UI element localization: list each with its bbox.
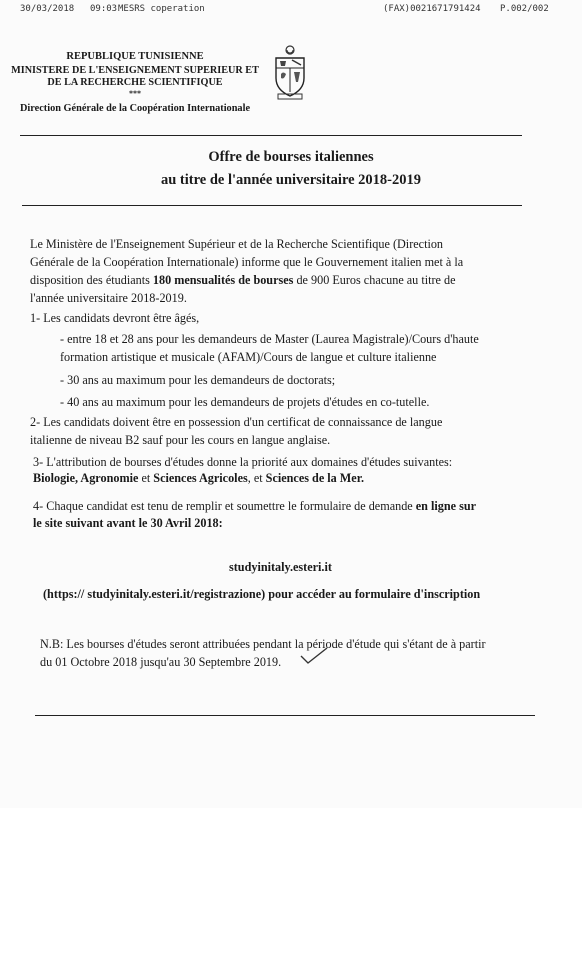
title-divider [22,205,522,206]
nb-line2: du 01 Octobre 2018 jusqu'au 30 Septembre 2019. [40,655,282,669]
fax-page: P.002/002 [500,4,549,14]
title-line1: Offre de bourses italiennes [208,149,374,165]
checkmark-icon [299,646,329,666]
item1-label: 1- Les candidats devront être âgés, [30,311,200,325]
registration-link-line: (https:// studyinitaly.esteri.it/registrazione) pour accéder au formulaire d'inscription [43,587,481,601]
fax-date: 30/03/2018 [20,4,75,14]
item2-line2: italienne de niveau B2 sauf pour les cours en langue anglaise. [30,433,331,447]
fax-sender: MESRS coperation [118,4,205,14]
nb-line1: N.B: Les bourses d'études seront attribuées pendant la période d'étude qui s'étant de à partir [40,637,486,651]
ministry-line1: MINISTERE DE L'ENSEIGNEMENT SUPERIEUR ET [11,65,259,76]
intro-line3: disposition des étudiants 180 mensualités de bourses de 900 Euros chacune au titre de [30,273,456,287]
republic-name: REPUBLIQUE TUNISIENNE [66,51,204,62]
footer-divider [35,715,535,716]
item2-line1: 2- Les candidats doivent être en possession d'un certificat de connaissance de langue [30,415,443,429]
tunisia-coat-of-arms-icon [272,44,308,102]
item1-age-doctorate: - 30 ans au maximum pour les demandeurs de doctorats; [60,373,336,387]
title-line2: au titre de l'année universitaire 2018-2019 [160,172,422,188]
header-stars: *** [129,89,141,98]
fax-time: 09:03 [90,4,118,14]
intro-line4: l'année universitaire 2018-2019. [30,291,187,305]
intro-line1: Le Ministère de l'Enseignement Supérieur et de la Recherche Scientifique (Direction [30,237,444,251]
item1-age-master: - entre 18 et 28 ans pour les demandeurs de Master (Laurea Magistrale)/Cours d'haute [60,332,479,346]
item4-line2: le site suivant avant le 30 Avril 2018: [33,516,223,530]
site-name: studyinitaly.esteri.it [229,560,332,574]
direction-name: Direction Générale de la Coopération Internationale [19,103,251,114]
item3-line2: Biologie, Agronomie et Sciences Agricoles, et Sciences de la Mer. [33,471,365,485]
item3-line1: 3- L'attribution de bourses d'études donne la priorité aux domaines d'études suivantes: [33,455,453,469]
item1-age-master-cont: formation artistique et musicale (AFAM)/Cours de langue et culture italienne [60,350,437,364]
intro-line2: Générale de la Coopération Internationale) informe que le Gouvernement italien met à la [30,255,464,269]
header-divider [20,135,522,136]
item4-line1: 4- Chaque candidat est tenu de remplir et soumettre le formulaire de demande en ligne sur [33,499,477,513]
item1-age-cotutelle: - 40 ans au maximum pour les demandeurs de projets d'études en co-tutelle. [60,395,430,409]
ministry-line2: DE LA RECHERCHE SCIENTIFIQUE [47,77,223,88]
fax-number: (FAX)0021671791424 [383,4,481,14]
